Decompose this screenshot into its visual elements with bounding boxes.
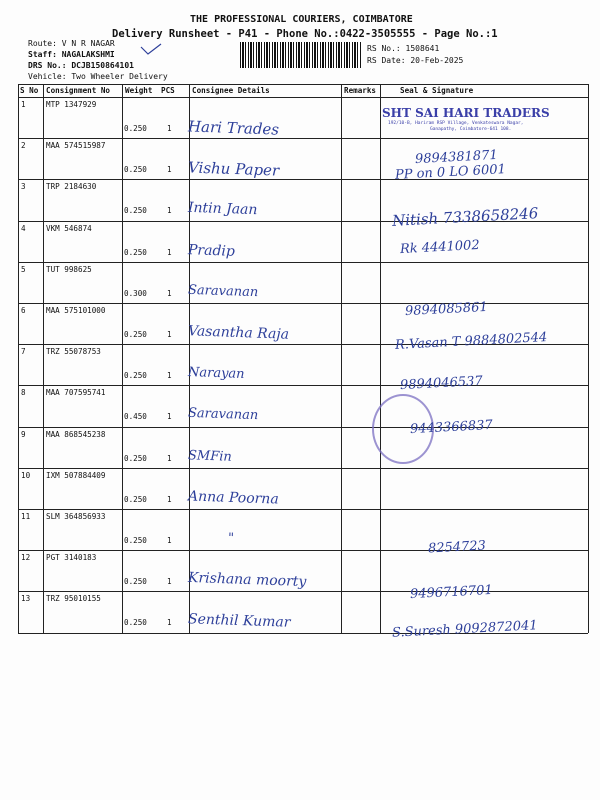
cell-signature: 9443366837 <box>409 417 494 438</box>
route-value: V N R NAGAR <box>61 39 115 48</box>
cell-consignment: MAA 707595741 <box>46 388 106 398</box>
col-consignee: Consignee Details <box>192 86 270 95</box>
cell-pcs: 1 <box>167 618 172 628</box>
stamp-name: SHT SAI HARI TRADERS <box>382 106 550 120</box>
rs-no-label: RS No.: <box>367 44 401 53</box>
cell-consignee: Saravanan <box>187 406 259 424</box>
row-divider <box>18 303 588 304</box>
cell-sno: 9 <box>21 429 26 439</box>
cell-weight: 0.250 <box>124 124 147 133</box>
cell-consignment: TRZ 95010155 <box>46 594 101 604</box>
column-divider <box>122 84 123 633</box>
cell-consignee: Hari Trades <box>187 117 280 139</box>
cell-sno: 8 <box>21 388 26 398</box>
cell-consignment: VKM 546874 <box>46 223 92 233</box>
cell-signature: 8254723 <box>427 538 487 557</box>
cell-pcs: 1 <box>167 330 172 339</box>
column-divider <box>380 84 381 633</box>
cell-weight: 0.250 <box>124 206 147 216</box>
cell-pcs: 1 <box>167 577 172 587</box>
cell-sno: 6 <box>21 306 26 315</box>
cell-pcs: 1 <box>167 494 172 504</box>
cell-weight: 0.250 <box>124 494 147 504</box>
drs-line <box>28 61 134 70</box>
cell-weight: 0.250 <box>124 371 147 381</box>
row-divider <box>18 468 588 469</box>
cell-consignee: Vishu Paper <box>187 158 280 180</box>
cell-signature: R.Vasan T 9884802544 <box>394 330 548 353</box>
company-title: THE PROFESSIONAL COURIERS, COIMBATORE <box>190 14 413 25</box>
cell-weight: 0.250 <box>124 165 147 175</box>
cell-weight: 0.250 <box>124 330 147 339</box>
row-divider <box>18 84 588 85</box>
cell-pcs: 1 <box>167 288 172 298</box>
cell-pcs: 1 <box>167 124 172 133</box>
cell-pcs: 1 <box>167 206 172 216</box>
cell-pcs: 1 <box>167 453 172 463</box>
cell-sno: 10 <box>21 470 31 480</box>
route-label: Route: <box>28 39 57 48</box>
row-divider <box>18 179 588 180</box>
col-consignment: Consignment No <box>46 86 111 95</box>
route-line <box>28 39 115 48</box>
col-pcs: PCS <box>161 86 175 95</box>
cell-sno: 2 <box>21 141 26 151</box>
col-seal-signature: Seal & Signature <box>400 86 474 95</box>
cell-sno: 7 <box>21 347 26 357</box>
cell-consignment: TRZ 55078753 <box>46 347 101 357</box>
cell-sno: 11 <box>21 512 31 521</box>
cell-weight: 0.250 <box>124 247 147 257</box>
cell-weight: 0.300 <box>124 288 147 298</box>
column-divider <box>18 84 19 633</box>
rs-date-label: RS Date: <box>367 56 406 65</box>
rs-no-line <box>367 44 439 53</box>
staff-value: NAGALAKSHMI <box>61 50 115 59</box>
row-divider <box>18 262 588 263</box>
cell-consignee: Anna Poorna <box>187 488 279 508</box>
cell-sno: 5 <box>21 264 26 274</box>
cell-consignee: Intin Jaan <box>187 200 258 219</box>
column-divider <box>43 84 44 633</box>
cell-consignment: TRP 2184630 <box>46 182 97 192</box>
stamp-address-1: 192/10-B, Hariram RSP Village, Venkateswara Nagar, <box>388 121 524 126</box>
cell-signature: Rk 4441002 <box>399 237 481 258</box>
vehicle-label: Vehicle: <box>28 72 67 81</box>
cell-sno: 1 <box>21 100 26 109</box>
row-divider <box>18 591 588 592</box>
staff-line <box>28 50 115 59</box>
cell-pcs: 1 <box>167 536 172 545</box>
stamp-address-2: Ganapathy, Coimbatore-641 108. <box>430 127 512 132</box>
cell-signature: 9894046537 <box>399 373 484 394</box>
cell-weight: 0.250 <box>124 618 147 628</box>
cell-consignee: Senthil Kumar <box>187 611 291 632</box>
cell-consignee: Saravanan <box>187 282 259 301</box>
runsheet-title: Delivery Runsheet - P41 - Phone No.:0422-3505555 - Page No.:1 <box>112 28 498 40</box>
cell-consignee: SMFin <box>187 447 233 465</box>
cell-consignment: MAA 575101000 <box>46 306 106 315</box>
cell-sno: 4 <box>21 223 26 233</box>
row-divider <box>18 427 588 428</box>
cell-consignment: SLM 364856933 <box>46 512 106 521</box>
cell-pcs: 1 <box>167 247 172 257</box>
cell-weight: 0.250 <box>124 536 147 545</box>
row-divider <box>18 550 588 551</box>
row-divider <box>18 385 588 386</box>
vehicle-line <box>28 72 168 81</box>
cell-consignment: TUT 998625 <box>46 264 92 274</box>
barcode <box>240 42 362 68</box>
rs-no-value: 1508641 <box>405 44 440 53</box>
cell-consignment: MAA 868545238 <box>46 429 106 439</box>
cell-signature: 9894381871 <box>414 147 499 168</box>
rs-date-line <box>367 56 463 65</box>
cell-sno: 13 <box>21 594 31 604</box>
cell-consignee: " <box>227 530 235 547</box>
cell-consignee: Narayan <box>187 365 245 383</box>
cell-pcs: 1 <box>167 371 172 381</box>
staff-label: Staff: <box>28 50 57 59</box>
cell-signature: PP on 0 LO 6001 <box>394 162 507 183</box>
column-divider <box>341 84 342 633</box>
check-mark-icon <box>140 40 162 50</box>
cell-pcs: 1 <box>167 165 172 175</box>
row-divider <box>18 97 588 98</box>
cell-signature: Nitish 7338658246 <box>391 204 539 230</box>
cell-signature: 9496716701 <box>409 582 494 603</box>
cell-weight: 0.450 <box>124 412 147 422</box>
cell-sno: 12 <box>21 553 31 563</box>
drs-label: DRS No.: <box>28 61 67 70</box>
cell-signature: S.Suresh 9092872041 <box>391 618 538 641</box>
col-sno: S No <box>20 86 39 95</box>
column-divider <box>588 84 589 633</box>
cell-pcs: 1 <box>167 412 172 422</box>
rs-date-value: 20-Feb-2025 <box>410 56 464 65</box>
drs-value: DCJB150864101 <box>71 61 134 70</box>
cell-consignment: MAA 574515987 <box>46 141 106 151</box>
cell-consignee: Vasantha Raja <box>187 323 290 343</box>
cell-consignee: Krishana moorty <box>187 570 307 591</box>
col-remarks: Remarks <box>344 86 377 95</box>
cell-consignment: IXM 507884409 <box>46 470 106 480</box>
vehicle-value: Two Wheeler Delivery <box>71 72 168 81</box>
col-weight: Weight <box>125 86 153 95</box>
cell-sno: 3 <box>21 182 26 192</box>
cell-consignee: Pradip <box>187 241 236 260</box>
cell-consignment: MTP 1347929 <box>46 100 97 109</box>
cell-consignment: PGT 3140183 <box>46 553 97 563</box>
cell-weight: 0.250 <box>124 577 147 587</box>
cell-weight: 0.250 <box>124 453 147 463</box>
row-divider <box>18 138 588 139</box>
row-divider <box>18 509 588 510</box>
cell-signature: 9894085861 <box>404 299 489 320</box>
